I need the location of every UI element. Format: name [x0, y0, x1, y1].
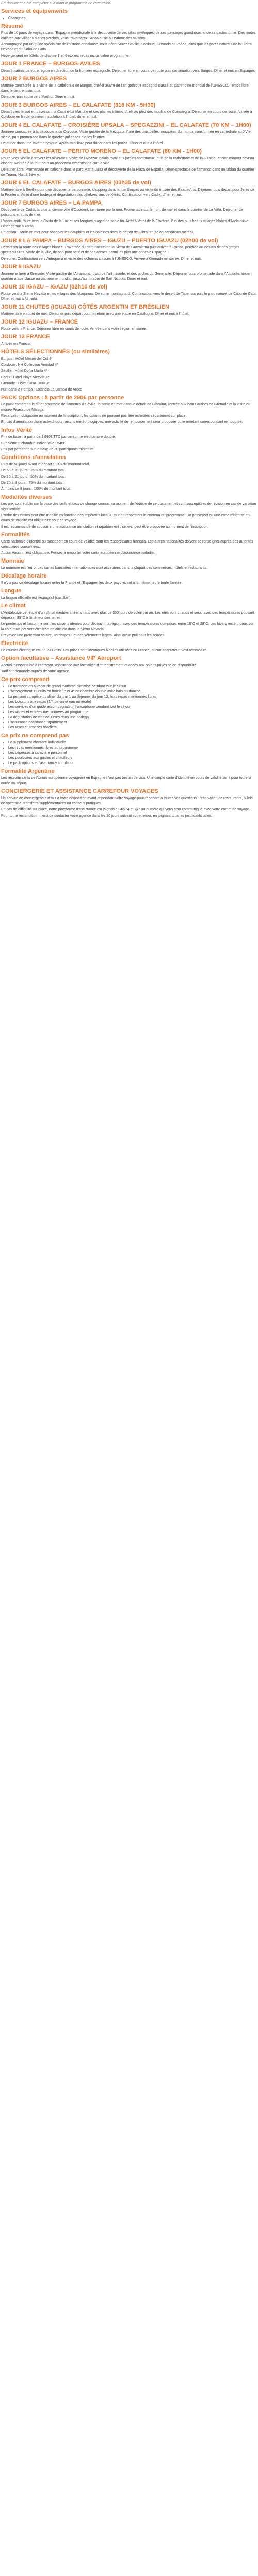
section-22	[1, 573, 257, 586]
document-sections	[1, 8, 257, 819]
section-paragraph: L'Andalousie bénéficie d'un climat méditerranéen chaud avec plus de 300 jours de soleil par an. Les étés sont chauds et secs, avec des températures pouvant dépasser 35°C à l'intérieur des terres.	[1, 611, 254, 620]
section-paragraph: Déjeuner dans une taverne typique. Après-midi libre pour flâner dans les patios. Dîner et nuit à l'hôtel.	[1, 142, 164, 145]
section-title: Conditions d'annulation	[1, 454, 66, 461]
section-paragraph: Plus de 60 jours avant le départ : 10% du montant total.	[1, 463, 90, 466]
section-paragraph: L'ordre des visites peut être modifié en fonction des impératifs locaux, tout en respectant le contenu du programme. Un passeport ou une carte d'identité en cours de validité est obligatoire pour ce voyage.	[1, 514, 250, 522]
section-paragraph: Prix par personne sur la base de 30 participants minimum.	[1, 448, 94, 451]
section-paragraph: Route vers la France. Déjeuner libre en cours de route. Arrivée dans votre région en soirée.	[1, 327, 148, 331]
section-paragraph: Départ vers le sud en traversant la Castille-La Manche et ses plaines infinies. Arrêt au pied des moulins de Consuegra. Déjeuner en cours de route. Arrivée à Cordoue en fin de journée, installation à l'hôtel, dîner et nuit.	[1, 110, 252, 119]
section-title: JOUR 3 BURGOS AIRES – EL CALAFATE (316 KM - 5H30)	[1, 102, 156, 108]
section-paragraph: Il n'y a pas de décalage horaire entre la France et l'Espagne, les deux pays vivant à la même heure toute l'année.	[1, 581, 183, 585]
section-paragraph: Départ par la route des villages blancs. Traversée du parc naturel de la Sierra de Grazalema puis arrivée à Ronda, perchée au-dessus de ses gorges spectaculaires. Visite de la ville, de son pont neuf et de ses arènes parmi les plus anciennes d'Espagne.	[1, 246, 240, 255]
section-27	[1, 676, 257, 731]
section-paragraph: Les ressortissants de l'Union européenne voyageant en Espagne n'ont pas besoin de visa. Une simple carte d'identité en cours de validité suffit pour toute la durée du séjour.	[1, 776, 251, 785]
section-18	[1, 454, 257, 492]
list-item: • Le transport en autocar de grand tourisme climatisé pendant tout le circuit	[8, 684, 257, 689]
section-6	[1, 148, 257, 178]
section-paragraph: Tarif sur demande auprès de votre agence.	[1, 670, 70, 673]
section-paragraph: Déjeuner libre. Promenade en calèche dans le parc María Luisa et découverte de la Plaza de España. Dîner-spectacle de flamenco dans un tablao du quartier de Triana. Nuit à Séville.	[1, 168, 254, 177]
section-title: Langue	[1, 588, 22, 594]
section-paragraph: Accueil personnalisé à l'aéroport, assistance aux formalités d'enregistrement et accès aux salons privés selon disponibilité.	[1, 664, 198, 667]
section-title: JOUR 8 LA PAMPA – BURGOS AIRES – IGUZU – PUERTO IGUAZU (02h00 de vol)	[1, 238, 218, 244]
section-paragraph: Les prix sont établis sur la base des tarifs et taux de change connus au moment de l'édition de ce document et sont susceptibles de révision en cas de variation significative.	[1, 502, 256, 511]
section-13	[1, 319, 257, 332]
section-14	[1, 334, 257, 347]
section-paragraph: Cadix : Hôtel Playa Victoria 4*	[1, 376, 50, 379]
section-title: JOUR 10 IGAZU – IGAZU (02h10 de vol)	[1, 284, 107, 290]
section-11	[1, 284, 257, 302]
section-paragraph: Hébergement en hôtels de charme 3 et 4 étoiles, repas inclus selon programme.	[1, 54, 130, 58]
section-paragraph: La monnaie est l'euro. Les cartes bancaires internationales sont acceptées dans la plupart des commerces, hôtels et restaurants.	[1, 566, 208, 570]
section-title: JOUR 13 FRANCE	[1, 334, 50, 340]
section-1	[1, 23, 257, 59]
section-title: JOUR 6 EL CALAFATE – BURGOS AIRES (03h35 de vol)	[1, 180, 151, 186]
section-3	[1, 76, 257, 100]
list-item: • Le supplément chambre individuelle	[8, 740, 257, 745]
section-paragraph: Réservation obligatoire au moment de l'inscription ; les options ne peuvent pas être achetées séparément sur place.	[1, 414, 187, 418]
section-29	[1, 768, 257, 786]
section-title: JOUR 2 BURGOS AIRES	[1, 76, 67, 82]
section-title: Le climat	[1, 603, 26, 609]
section-19	[1, 494, 257, 530]
section-title: Résumé	[1, 23, 23, 29]
section-list	[1, 16, 257, 21]
section-title: JOUR 7 BURGOS AIRES – LA PAMPA	[1, 200, 102, 206]
section-paragraph: Cordoue : NH Collection Amistad 4*	[1, 363, 58, 367]
section-paragraph: Matinée consacrée à la visite de la cathédrale de Burgos, chef-d'œuvre de l'art gothique espagnol classé au patrimoine mondial de l'UNESCO. Temps libre dans le centre historique.	[1, 84, 249, 93]
section-paragraph: En cas de difficulté sur place, notre plateforme d'assistance est joignable 24h/24 et 7j/7 au numéro qui vous sera communiqué avec votre carnet de voyage.	[1, 808, 250, 811]
section-25	[1, 640, 257, 653]
section-paragraph: En option : sortie en mer pour observer les dauphins et les baleines dans le détroit de Gibraltar (selon conditions météo).	[1, 231, 194, 234]
section-30	[1, 788, 257, 819]
section-paragraph: Découverte de Cadix, la plus ancienne ville d'Occident, ceinturée par la mer. Promenade sur le front de mer et dans le quartier de La Viña. Déjeuner de poissons et fruits de mer.	[1, 208, 243, 217]
section-paragraph: Route vers Séville à travers les oliveraies. Visite de l'Alcazar, palais royal aux jardins somptueux, puis de la cathédrale et de la Giralda, ancien minaret devenu clocher. Montée à la tour pour un panorama exceptionnel sur la ville.	[1, 157, 254, 165]
section-paragraph: Aucun vaccin n'est obligatoire. Pensez à emporter votre carte européenne d'assurance maladie.	[1, 551, 155, 555]
section-title: JOUR 4 EL CALAFATE – CROISIÈRE UPSALA – SPEGAZZINI – EL CALAFATE (70 KM – 1H00)	[1, 122, 251, 128]
list-item: • L'assurance assistance rapatriement	[8, 720, 257, 725]
section-paragraph: Burgos : Hôtel Meson del Cid 4*	[1, 357, 53, 361]
section-title: Ce prix ne comprend pas	[1, 733, 69, 739]
section-paragraph: Accompagné par un guide spécialiste de l'histoire andalouse, vous découvrirez Séville, Cordoue, Grenade et Ronda, ainsi que les parcs naturels de la Sierra Nevada et du Cabo de Gata.	[1, 43, 252, 52]
section-paragraph: Pour toute réclamation, merci de contacter votre agence dans les 30 jours suivant votre retour, en joignant tous les justificatifs utiles.	[1, 814, 213, 818]
section-title: HÔTELS SÉLECTIONNÉS (ou similaires)	[1, 349, 110, 355]
section-10	[1, 264, 257, 282]
section-paragraph: Un service de conciergerie est mis à votre disposition avant et pendant votre voyage pour répondre à toutes vos questions : réservation de restaurants, billets de spectacle, transferts supplémentaires ou conseils pratiques.	[1, 796, 253, 805]
section-28	[1, 733, 257, 766]
section-23	[1, 588, 257, 601]
list-item: • Les boissons aux repas (1/4 de vin et eau minérale)	[8, 700, 257, 705]
list-item: • La pension complète du dîner du jour 1 au déjeuner du jour 13, hors repas mentionnés libres	[8, 694, 257, 700]
section-paragraph: Nuit dans la Pampa : Estancia La Bamba de Areco	[1, 388, 83, 392]
section-paragraph: Journée entière à Grenade. Visite guidée de l'Alhambra, joyau de l'art nasride, et des jardins du Generalife. Déjeuner puis promenade dans l'Albaicín, ancien quartier arabe classé au patrimoine mondial, jusqu'au mirador de San Nicolás. Dîner et nuit.	[1, 272, 252, 281]
section-17	[1, 427, 257, 452]
section-paragraph: Grenade : Hôtel Casa 1800 3*	[1, 382, 50, 385]
section-paragraph: Route vers la Sierra Nevada et les villages des Alpujarras. Déjeuner montagnard. Continuation vers le désert de Tabernas puis le parc naturel de Cabo de Gata. Dîner et nuit à Almería.	[1, 292, 257, 301]
section-paragraph: Le printemps et l'automne sont les saisons idéales pour découvrir la région, avec des températures comprises entre 18°C et 28°C. Les hivers restent doux sur la côte mais peuvent être frais en altitude dans la Sierra Nevada.	[1, 622, 254, 631]
list-item: • La dégustation de vins de Xérès dans une bodega	[8, 715, 257, 720]
section-title: Infos Vérité	[1, 427, 32, 433]
list-item: • Le pack options et l'assurance annulation	[8, 761, 257, 766]
list-item: • Les visites et entrées mentionnées au programme	[8, 710, 257, 715]
section-paragraph: Déjeuner. Continuation vers Antequera et visite des dolmens classés à l'UNESCO. Arrivée à Grenade en soirée. Dîner et nuit.	[1, 257, 202, 261]
section-paragraph: Il est recommandé de souscrire une assurance annulation et rapatriement ; celle-ci peut être proposée au moment de l'inscription.	[1, 525, 209, 529]
document-page	[0, 0, 258, 824]
section-title: Électricité	[1, 640, 28, 647]
section-title: Décalage horaire	[1, 573, 47, 579]
section-title: JOUR 11 CHUTES (IGUAZU) CÔTÉS ARGENTIN ET BRÉSILIEN	[1, 304, 169, 310]
section-title: JOUR 12 IGUAZU – FRANCE	[1, 319, 78, 325]
section-paragraph: De 30 à 21 jours : 50% du montant total.	[1, 475, 66, 479]
section-paragraph: Le courant électrique est de 230 volts. Les prises sont identiques à celles utilisées en France, aucun adaptateur n'est nécessaire.	[1, 649, 208, 652]
section-title: Monnaie	[1, 558, 24, 564]
section-15	[1, 349, 257, 393]
section-title: Formalité Argentine	[1, 768, 55, 774]
section-title: JOUR 5 EL CALAFATE – PERITO MORENO – EL CALAFATE (80 KM - 1H00)	[1, 148, 202, 155]
section-paragraph: En cas d'annulation d'une activité pour raisons météorologiques, une activité de remplacement sera proposée ou le montant correspondant remboursé.	[1, 420, 243, 424]
section-paragraph: Déjeuner puis route vers Madrid. Dîner et nuit.	[1, 95, 75, 99]
section-title: JOUR 9 IGAZU	[1, 264, 41, 270]
section-list	[1, 684, 257, 731]
section-16	[1, 395, 257, 425]
list-item: • Consignes	[8, 16, 257, 21]
section-paragraph: Plus de 10 jours de voyage dans l'Espagne méridionale à la découverte de ses villes mythiques, de ses paysages grandioses et de sa gastronomie. Des routes côtières aux villages blancs perchés, vous traverserez l'Andalousie au rythme des saisons.	[1, 31, 256, 40]
section-paragraph: Supplément chambre individuelle : 540€.	[1, 442, 67, 445]
section-title: PACK Options : à partir de 290€ par personne	[1, 395, 124, 401]
section-2	[1, 61, 257, 74]
section-title: Formalités	[1, 532, 30, 538]
section-5	[1, 122, 257, 146]
section-title: Option facultative – Assistance VIP Aéroport	[1, 655, 121, 662]
list-item: • Les services d'un guide accompagnateur francophone pendant tout le séjour	[8, 705, 257, 710]
section-0	[1, 8, 257, 21]
section-paragraph: Matinée libre en bord de mer. Déjeuner puis départ pour le retour avec une étape en Catalogne. Dîner et nuit à l'hôtel.	[1, 312, 189, 316]
section-title: CONCIERGERIE ET ASSISTANCE CARREFOUR VOYAGES	[1, 788, 158, 794]
list-item: • Les dépenses à caractère personnel	[8, 751, 257, 756]
list-item: • Les pourboires aux guides et chauffeurs	[8, 756, 257, 761]
section-paragraph: Carte nationale d'identité ou passeport en cours de validité pour les ressortissants français. Les autres nationalités doivent se renseigner auprès des autorités consulaires concernées.	[1, 540, 253, 549]
section-paragraph: Journée consacrée à la découverte de Cordoue. Visite guidée de la Mezquita, l'une des plus belles mosquées du monde transformée en cathédrale au XVIe siècle, puis promenade dans le quartier juif et ses ruelles fleuries.	[1, 130, 251, 139]
section-12	[1, 304, 257, 317]
section-4	[1, 102, 257, 120]
section-paragraph: De 60 à 31 jours : 25% du montant total.	[1, 469, 66, 472]
section-title: Modalités diverses	[1, 494, 52, 500]
section-8	[1, 200, 257, 235]
section-title: Ce prix comprend	[1, 676, 50, 683]
section-21	[1, 558, 257, 571]
section-title: JOUR 1 FRANCE – BURGOS-AVILES	[1, 61, 100, 67]
list-item: • L'hébergement 12 nuits en hôtels 3* et 4* en chambre double avec bain ou douche	[8, 689, 257, 694]
section-paragraph: Prévoyez une protection solaire, un chapeau et des vêtements légers, ainsi qu'un pull pour les soirées.	[1, 634, 166, 637]
section-paragraph: À moins de 8 jours : 100% du montant total.	[1, 487, 71, 491]
section-paragraph: Prix de base : à partir de 2 690€ TTC par personne en chambre double.	[1, 435, 116, 439]
section-paragraph: Matinée libre à Séville pour une découverte personnelle, shopping dans la rue Sierpes ou visite du musée des Beaux-Arts. Déjeuner puis départ pour Jerez de la Frontera. Visite d'une bodega et dégustation des célèbres vins de Xérès. Continuation vers Cadix, dîner et nuit.	[1, 188, 255, 197]
section-9	[1, 238, 257, 262]
section-list	[1, 740, 257, 766]
section-24	[1, 603, 257, 638]
section-paragraph: Arrivée en France.	[1, 342, 31, 346]
list-item: • Les taxes et services hôteliers	[8, 725, 257, 731]
list-item: • Les repas mentionnés libres au programme	[8, 745, 257, 751]
section-paragraph: L'après-midi, route vers la Costa de la Luz et ses longues plages de sable fin. Arrêt à Vejer de la Frontera, l'un des plus beaux villages blancs d'Andalousie. Dîner et nuit à Tarifa.	[1, 219, 250, 228]
section-20	[1, 532, 257, 556]
document-intro: Ce document a été compléter à la main le programme de l'excursion.	[1, 2, 111, 5]
section-7	[1, 180, 257, 198]
section-26	[1, 655, 257, 674]
section-paragraph: La langue officielle est l'espagnol (castillan).	[1, 596, 72, 600]
section-paragraph: Le pack comprend le dîner-spectacle de flamenco à Séville, la sortie en mer dans le détroit de Gibraltar, l'entrée aux bains arabes de Grenade et la visite du musée Picasso de Málaga.	[1, 403, 251, 412]
section-paragraph: Séville : Hôtel Doña María 4*	[1, 369, 47, 373]
section-paragraph: Départ matinal de votre région en direction de la frontière espagnole. Déjeuner libre en cours de route puis continuation vers Burgos. Dîner et nuit en Espagne.	[1, 69, 255, 73]
section-paragraph: De 20 à 8 jours : 75% du montant total.	[1, 481, 64, 485]
section-title: Services et équipements	[1, 8, 68, 14]
